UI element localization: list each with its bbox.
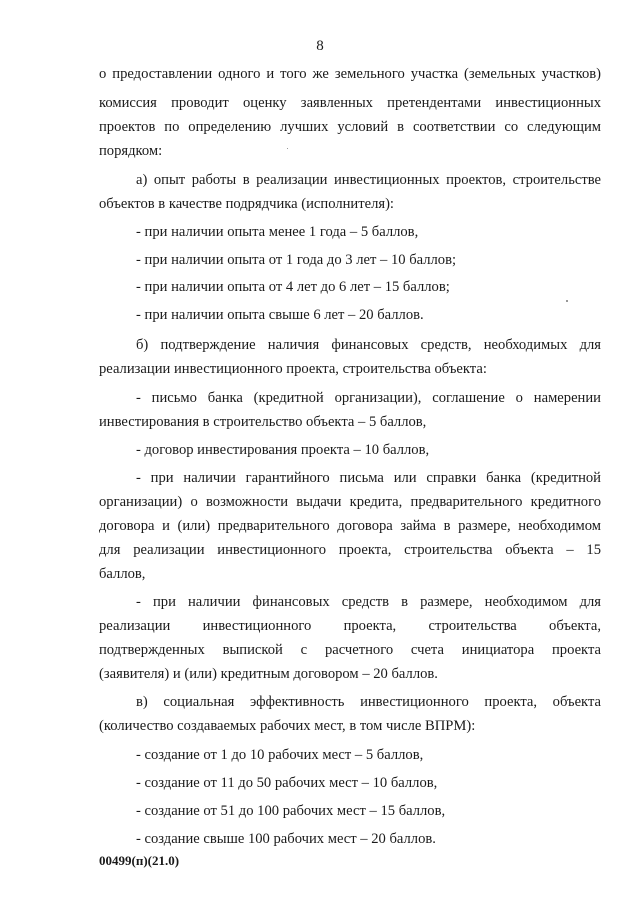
text-line: объектов в качестве подрядчика (исполнителя): [99, 196, 394, 212]
text-line: договора и (или) предварительного договора займа в размере, необходимом [99, 518, 601, 534]
text-line: подтвержденных выпиской с расчетного счета инициатора проекта [99, 642, 601, 658]
list-item: - создание от 51 до 100 рабочих мест – 15 баллов, [136, 803, 446, 819]
page-number: 8 [316, 38, 324, 54]
document-code: 00499(п)(21.0) [99, 853, 180, 868]
list-item: - при наличии опыта свыше 6 лет – 20 баллов. [136, 307, 424, 323]
text-line: порядком: [99, 143, 163, 159]
text-line: организации) о возможности выдачи кредита, предварительного кредитного [99, 494, 601, 510]
list-item: - при наличии гарантийного письма или справки банка (кредитной [136, 470, 601, 486]
text-line: (заявителя) и (или) кредитным договором – 20 баллов. [99, 666, 438, 682]
text-line: (количество создаваемых рабочих мест, в том числе ВПРМ): [99, 718, 476, 734]
text-line: инвестирования в строительство объекта – 5 баллов, [99, 414, 427, 430]
scan-speck [287, 148, 288, 149]
text-line: в) социальная эффективность инвестиционного проекта, объекта [136, 694, 601, 710]
list-item: - при наличии опыта от 4 лет до 6 лет – 15 баллов; [136, 279, 450, 295]
list-item: - при наличии опыта менее 1 года – 5 баллов, [136, 224, 419, 240]
text-line: б) подтверждение наличия финансовых средств, необходимых для [136, 337, 601, 353]
list-item: - создание свыше 100 рабочих мест – 20 баллов. [136, 831, 436, 847]
text-line: баллов, [99, 566, 146, 582]
text-line: реализации инвестиционного проекта, строительства объекта, [99, 618, 601, 634]
text-line: а) опыт работы в реализации инвестиционных проектов, строительстве [136, 172, 601, 188]
list-item: - создание от 1 до 10 рабочих мест – 5 баллов, [136, 747, 424, 763]
text-line: проектов по определению лучших условий в соответствии со следующим [99, 119, 601, 135]
list-item: - письмо банка (кредитной организации), соглашение о намерении [136, 390, 601, 406]
text-line: комиссия проводит оценку заявленных претендентами инвестиционных [99, 95, 601, 111]
list-item: - договор инвестирования проекта – 10 баллов, [136, 442, 430, 458]
text-line: реализации инвестиционного проекта, строительства объекта: [99, 361, 487, 377]
list-item: - создание от 11 до 50 рабочих мест – 10 баллов, [136, 775, 438, 791]
list-item: - при наличии опыта от 1 года до 3 лет – 10 баллов; [136, 252, 457, 268]
list-item: - при наличии финансовых средств в размере, необходимом для [136, 594, 601, 610]
scan-speck [566, 300, 568, 302]
text-line: для реализации инвестиционного проекта, строительства объекта – 15 [99, 542, 601, 558]
text-line: о предоставлении одного и того же земельного участка (земельных участков) [99, 66, 601, 82]
